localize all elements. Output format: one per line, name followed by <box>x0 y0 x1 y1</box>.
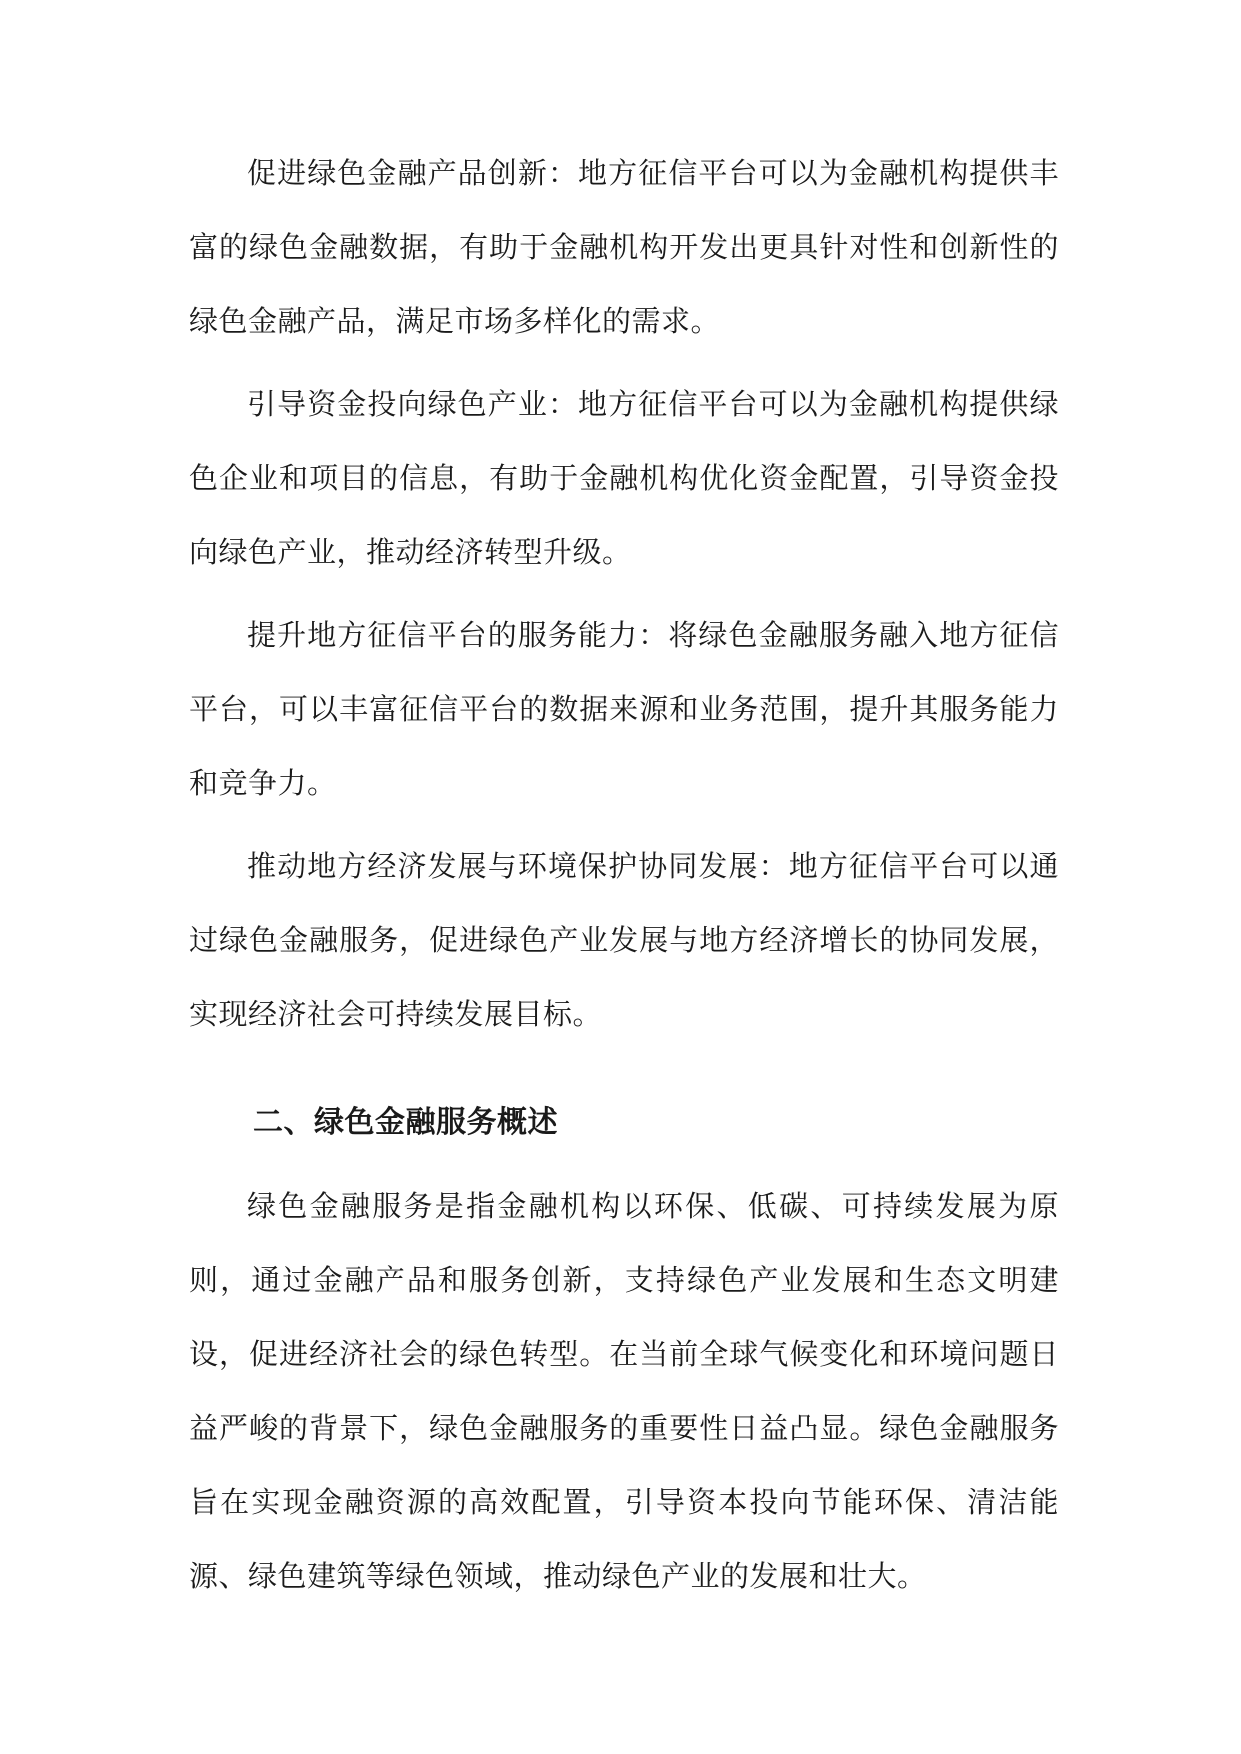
section-heading: 二、绿色金融服务概述 <box>253 1105 558 1140</box>
paragraph-guide-capital: 引导资金投向绿色产业：地方征信平台可以为金融机构提供绿色企业和项目的信息，有助于金融机构优化资金配置，引导资金投向绿色产业，推动经济转型升级。 <box>189 387 1059 569</box>
paragraph-green-finance-overview: 绿色金融服务是指金融机构以环保、低碳、可持续发展为原则，通过金融产品和服务创新，支持绿色产业发展和生态文明建设，促进经济社会的绿色转型。在当前全球气候变化和环境问题日益严峻的背景下，绿色金融服务的重要性日益凸显。绿色金融服务旨在实现金融资源的高效配置，引导资本投向节能环保、清洁能源、绿色建筑等绿色领域，推动绿色产业的发展和壮大。 <box>189 1189 1059 1593</box>
document-page <box>189 136 1059 1622</box>
paragraph-coordinated-development: 推动地方经济发展与环境保护协同发展：地方征信平台可以通过绿色金融服务，促进绿色产业发展与地方经济增长的协同发展，实现经济社会可持续发展目标。 <box>189 849 1059 1031</box>
paragraph-green-product-innovation: 促进绿色金融产品创新：地方征信平台可以为金融机构提供丰富的绿色金融数据，有助于金融机构开发出更具针对性和创新性的绿色金融产品，满足市场多样化的需求。 <box>189 156 1059 338</box>
paragraph-platform-capability: 提升地方征信平台的服务能力：将绿色金融服务融入地方征信平台，可以丰富征信平台的数据来源和业务范围，提升其服务能力和竞争力。 <box>189 618 1059 800</box>
